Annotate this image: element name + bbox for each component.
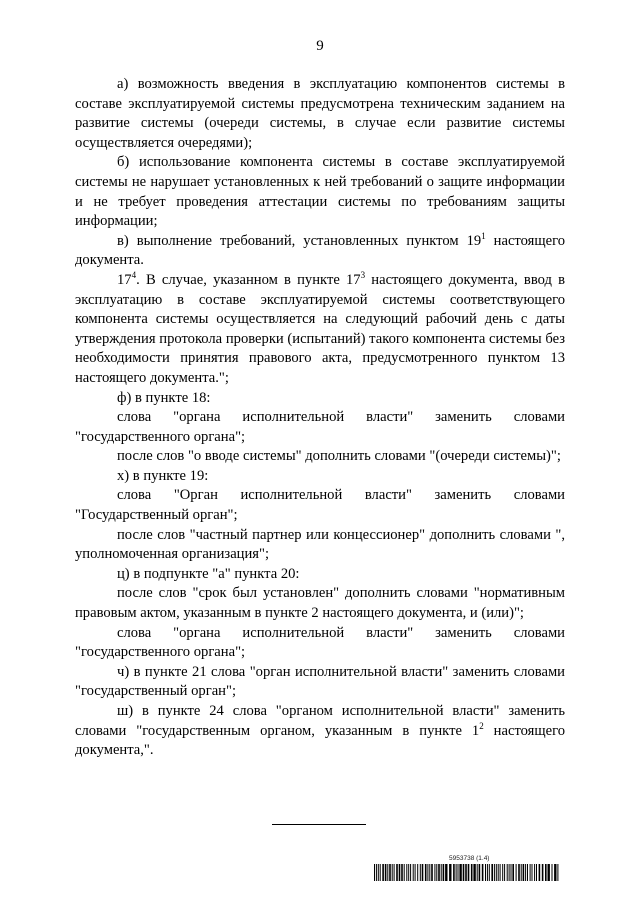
paragraph-text: б) использование компонента системы в составе эксплуатируемой системы не нарушает установленных к ней требований о защите информации и не требует проведения аттестации системы по требованиям защиты информации; [75,154,565,230]
paragraph [75,447,565,467]
paragraph-text: а) возможность введения в эксплуатацию компонентов системы в составе эксплуатируемой системы предусмотрена техническим заданием на развитие системы (очереди системы, в случае если развитие системы осуществляется очередями); [75,76,565,151]
paragraph [75,467,565,487]
paragraph-text: 17 [117,271,132,288]
paragraph-text: настоящего документа, ввод в эксплуатацию в составе эксплуатируемой системы соответствующего компонента системы осуществляется на следующий рабочий день с даты утверждения протокола проверки (испытаний) такого компонента системы без необходимости принятия правового акта, предусмотренного пунктом 13 настоящего документа."; [75,271,565,386]
paragraph-text: слова "органа исполнительной власти" заменить словами "государственного органа"; [75,624,565,661]
paragraph-text: в) выполнение требований, установленных пунктом 19 [117,232,482,249]
paragraph-text: слова "органа исполнительной власти" заменить словами "государственного органа"; [75,409,565,445]
paragraph [75,153,565,231]
paragraph-text: ш) в пункте 24 слова "органом исполнительной власти" заменить словами "государственным органом, указанным в пункте 1 [75,703,565,739]
paragraph [75,75,565,153]
paragraph-text: после слов "о вводе системы" дополнить словами "(очереди системы)"; [117,448,561,465]
superscript-index: 2 [479,720,484,731]
paragraph [75,584,565,623]
paragraph [75,389,565,409]
document-code: 5953738 (1.4) [449,855,490,862]
paragraph [75,624,565,663]
paragraph-text: настоящего документа,". [75,722,565,759]
barcode-icon [374,864,561,881]
paragraph [75,565,565,585]
paragraph [75,486,565,525]
paragraph-text: . В случае, указанном в пункте 17 [136,271,361,288]
paragraph-text: ф) в пункте 18: [117,389,211,406]
paragraph [75,271,565,389]
paragraph-text: настоящего документа. [75,232,565,269]
superscript-index: 4 [131,270,137,281]
paragraph-text: ч) в пункте 21 слова "орган исполнительной власти" заменить словами "государственный орган"; [75,663,565,700]
superscript-index: 3 [360,270,366,281]
footer-divider [272,824,366,825]
superscript-index: 1 [481,230,486,241]
paragraph-text: х) в пункте 19: [117,467,209,484]
paragraph [75,702,565,761]
paragraph-text: слова "Орган исполнительной власти" заменить словами "Государственный орган"; [75,487,565,524]
paragraph [75,526,565,565]
paragraph-text: после слов "частный партнер или концессионер" дополнить словами ", уполномоченная организация"; [75,526,565,563]
page-number: 9 [316,38,324,54]
paragraph [75,663,565,702]
paragraph [75,408,565,447]
paragraph-text: ц) в подпункте "а" пункта 20: [117,565,300,582]
paragraph [75,232,565,271]
paragraph-text: после слов "срок был установлен" дополнить словами "нормативным правовым актом, указанным в пункте 2 настоящего документа, и (или)"; [75,585,565,622]
document-body [75,75,565,761]
